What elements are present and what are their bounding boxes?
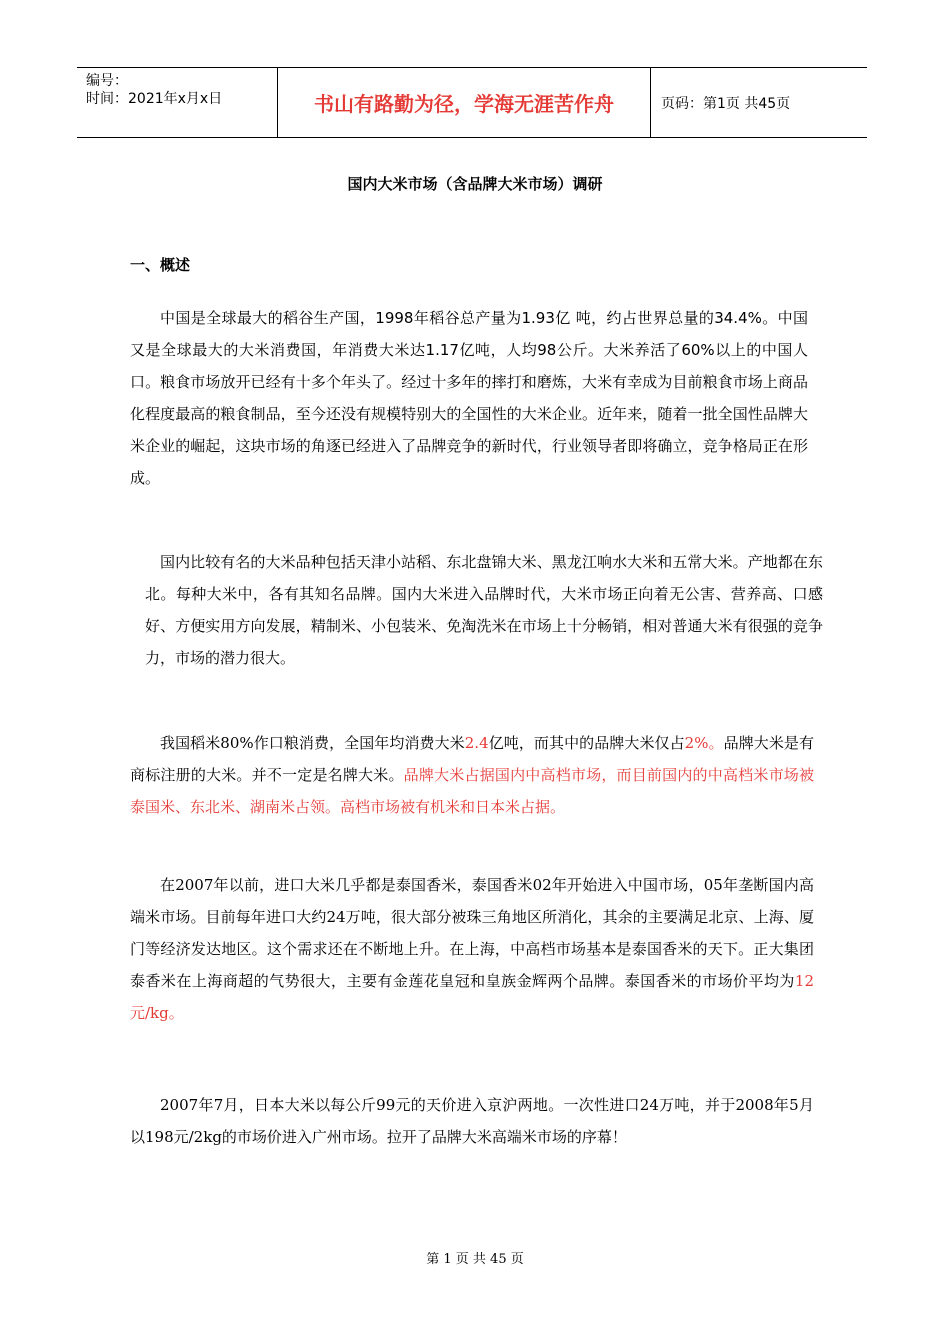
p3-consumption-value: 2.4 [464,734,489,752]
date-label: 时间：2021年x月x日 [86,91,223,107]
p3-brand-share: 2%。 [684,734,724,752]
p4-price: 12元/kg。 [130,972,814,1022]
paragraph-imported-rice [130,869,814,1029]
paragraph-japanese-rice: 2007年7月，日本大米以每公斤99元的天价进入京沪两地。一次性进口24万吨，并于2008年5月以198元/2kg的市场价进入广州市场。拉开了品牌大米高端米市场的序幕！ [130,1096,814,1146]
p3-highlight: 品牌大米占据国内中高档市场，而目前国内的中高档米市场被泰国米、东北米、湖南米占领。高档市场被有机米和日本米占据。 [130,766,814,816]
page-footer: 第 1 页 共 45 页 [426,1252,524,1267]
p3-text-a: 我国稻米80%作口粮消费，全国年均消费大米 [160,734,465,752]
header-page-info: 页码：第1页 共45页 [661,95,791,112]
header-meta [77,68,278,137]
number-label: 编号： [86,73,128,89]
paragraph-overview: 中国是全球最大的稻谷生产国，1998年稻谷总产量为1.93亿 吨，约占世界总量的34.4%。中国又是全球最大的大米消费国，年消费大米达1.17亿吨，人均98公斤。大米养活了60%以上的中国人口。粮食市场放开已经有十多个年头了。经过十多年的摔打和磨炼，大米有幸成为目前粮食市场上商品化程度最高的粮食制品，至今还没有规模特别大的全国性的大米企业。近年来，随着一批全国性品牌大米企业的崛起，这块市场的角逐已经进入了品牌竞争的新时代，行业领导者即将确立，竞争格局正在形成。 [130,309,808,487]
p3-text-e: 品牌大米是有商标注册的大米。并不一定是名牌大米。 [130,734,814,784]
p4-text-a: 在2007年以前，进口大米几乎都是泰国香米，泰国香米02年开始进入中国市场，05年垄断国内高端米市场。目前每年进口大约24万吨，很大部分被珠三角地区所消化，其余的主要满足北京、上海、厦门等经济发达地区。这个需求还在不断地上升。在上海，中高档市场基本是泰国香米的天下。正大集团泰香米在上海商超的气势很大，主要有金莲花皇冠和皇族金辉两个品牌。泰国香米的市场价平均为 [130,876,814,990]
document-header [77,67,867,138]
paragraph-rice-varieties: 国内比较有名的大米品种包括天津小站稻、东北盘锦大米、黑龙江响水大米和五常大米。产地都在东北。每种大米中，各有其知名品牌。国内大米进入品牌时代，大米市场正向着无公害、营养高、口感好、方便实用方向发展，精制米、小包装米、免淘洗米在市场上十分畅销，相对普通大米有很强的竞争力，市场的潜力很大。 [145,553,823,667]
p3-text-c: 亿吨，而其中的品牌大米仅占 [488,734,685,752]
section-heading: 一、概述 [130,256,191,274]
header-motto: 书山有路勤为径，学海无涯苦作舟 [278,68,651,137]
document-title: 国内大米市场（含品牌大米市场）调研 [347,175,603,193]
paragraph-brand-rice [130,727,814,823]
